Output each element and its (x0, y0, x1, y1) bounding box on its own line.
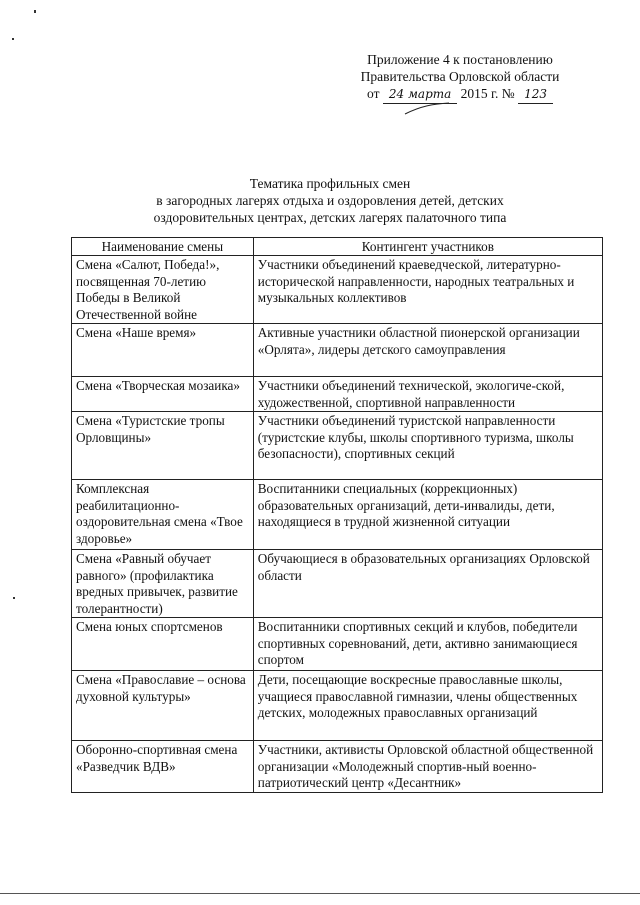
shift-contingent: Активные участники областной пионерской организации «Орлята», лидеры детского самоуправления (253, 324, 602, 377)
title-line-1: Тематика профильных смен (249, 176, 411, 191)
scan-speck (13, 597, 15, 599)
scan-speck (34, 10, 36, 13)
shift-name: Смена «Православие – основа духовной культуры» (72, 671, 254, 741)
shift-contingent: Участники, активисты Орловской областной общественной организации «Молодежный спортив-ный военно-патриотический центр «Десантник» (253, 741, 602, 793)
shift-contingent: Воспитанники специальных (коррекционных) образовательных организаций, дети-инвалиды, дети, находящиеся в трудной жизненной ситуации (253, 480, 602, 550)
shifts-table (71, 237, 603, 793)
header-shift-name: Наименование смены (72, 238, 254, 256)
shift-contingent: Участники объединений краеведческой, литературно-исторической направленности, народных театральных и музыкальных коллективов (253, 256, 602, 324)
handwritten-date: 24 марта (383, 85, 457, 104)
shift-name: Смена юных спортсменов (72, 618, 254, 671)
table-row (72, 618, 603, 671)
signature-stroke (403, 102, 463, 116)
table-row (72, 550, 603, 618)
shift-name: Смена «Наше время» (72, 324, 254, 377)
shift-contingent: Участники объединений туристской направленности (туристские клубы, школы спортивного туризма, школы безопасности), спортивных секций (253, 412, 602, 480)
shift-name: Смена «Равный обучает равного» (профилактика вредных привычек, развитие толерантности) (72, 550, 254, 618)
title-line-2: в загородных лагерях отдыха и оздоровления детей, детских (156, 193, 504, 208)
shift-name: Оборонно-спортивная смена «Разведчик ВДВ» (72, 741, 254, 793)
shift-name: Смена «Туристские тропы Орловщины» (72, 412, 254, 480)
shift-contingent: Дети, посещающие воскресные православные школы, учащиеся православной гимназии, члены общественных детских, молодежных православных организаций (253, 671, 602, 741)
annex-line-1: Приложение 4 к постановлению (367, 52, 553, 67)
table-row (72, 741, 603, 793)
table-row (72, 256, 603, 324)
table-header-row (72, 238, 603, 256)
table-row (72, 671, 603, 741)
scan-bottom-edge (0, 893, 640, 894)
shift-name: Смена «Творческая мозаика» (72, 377, 254, 412)
table-row (72, 412, 603, 480)
annex-header (335, 51, 585, 104)
annex-line-2: Правительства Орловской области (360, 69, 560, 84)
shift-contingent: Обучающиеся в образовательных организациях Орловской области (253, 550, 602, 618)
shift-contingent: Участники объединений технической, экологиче-ской, художественной, спортивной направленности (253, 377, 602, 412)
year-number-label: 2015 г. № (460, 86, 515, 101)
handwritten-number: 123 (518, 85, 553, 104)
scan-speck (12, 38, 14, 40)
date-prefix: от (367, 86, 380, 101)
shift-contingent: Воспитанники спортивных секций и клубов, победители спортивных соревнований, дети, активно занимающиеся спортом (253, 618, 602, 671)
table-row (72, 377, 603, 412)
title-line-3: оздоровительных центрах, детских лагерях палаточного типа (153, 210, 507, 225)
header-contingent: Контингент участников (253, 238, 602, 256)
document-title (90, 175, 570, 226)
table-row (72, 480, 603, 550)
shift-name: Комплексная реабилитационно-оздоровительная смена «Твое здоровье» (72, 480, 254, 550)
table-row (72, 324, 603, 377)
shift-name: Смена «Салют, Победа!», посвященная 70-летию Победы в Великой Отечественной войне (72, 256, 254, 324)
